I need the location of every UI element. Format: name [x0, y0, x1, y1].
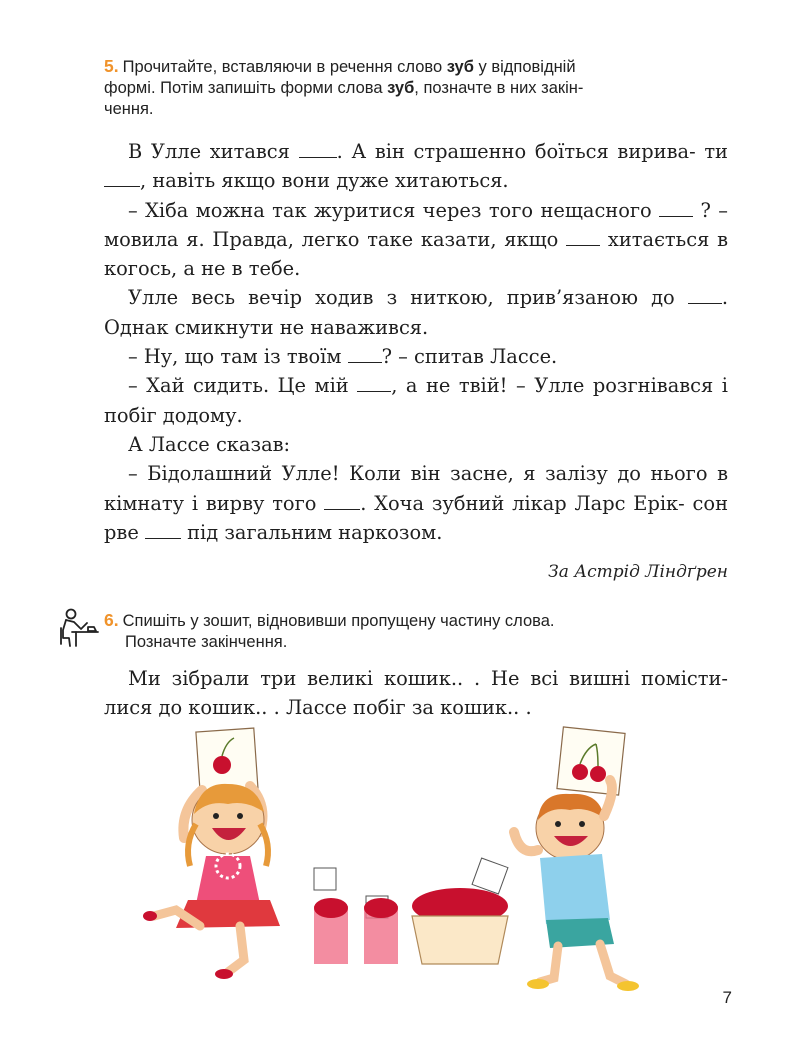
blank-line — [659, 215, 693, 217]
blank-line — [299, 156, 337, 158]
instruction-text: формі. Потім запишіть форми слова — [104, 79, 388, 97]
blank-line — [688, 302, 722, 304]
keyword: зуб — [446, 58, 474, 76]
girl-figure — [143, 728, 280, 979]
boy-figure — [514, 727, 639, 991]
blank-line — [145, 537, 181, 539]
task-5-instructions — [104, 56, 734, 120]
page-number: 7 — [722, 988, 732, 1007]
text: сон рве — [104, 491, 728, 544]
text: – Ну, що там із твоїм — [128, 345, 348, 369]
text: ? – мовила я. Правда, легко таке казати, якщо — [104, 198, 728, 251]
blank-line — [324, 508, 360, 510]
paragraph — [104, 430, 728, 459]
text: . А він страшенно боїться вирива- — [336, 140, 696, 163]
text: кімнату і вирву того — [104, 491, 325, 515]
text: – Бідолашний Улле! Коли він засне, я залізу до нього в — [128, 462, 728, 486]
blank-line — [348, 361, 382, 363]
text: під загальним наркозом. — [180, 520, 443, 544]
story-text — [104, 137, 728, 547]
text: ти — [704, 140, 728, 163]
paragraph — [104, 196, 728, 284]
text: , а не твій! – Улле розгнівався — [391, 374, 714, 398]
blank-line — [357, 390, 391, 392]
task-5-number: 5. — [104, 56, 119, 76]
paragraph — [104, 459, 728, 547]
text: і побіг додому. — [104, 374, 728, 427]
text: Улле весь вечір ходив з ниткою, прив’язаною до — [128, 286, 688, 310]
text: – Хіба можна так журитися через того нещасного — [128, 198, 652, 222]
instruction-text: чення. — [104, 100, 154, 118]
paragraph — [104, 371, 728, 430]
instruction-text: Спишіть у зошит, відновивши пропущену частину слова. — [122, 612, 555, 630]
blank-line — [104, 185, 140, 187]
paragraph — [104, 283, 728, 342]
text: Ми зібрали три великі кошик.. . Не всі вишні поміcти- — [128, 667, 728, 690]
paragraph — [104, 137, 728, 196]
text: . — [721, 286, 728, 310]
instruction-text: Позначте закінчення. — [125, 633, 288, 651]
text: А Лассе сказав: — [128, 432, 291, 456]
text: , навіть якщо вони дуже хитаються. — [140, 169, 509, 193]
blank-line — [566, 244, 600, 246]
text: хитається в когось, а не в тебе. — [104, 227, 729, 281]
text: В Улле хитався — [128, 140, 299, 163]
task-6-exercise — [104, 664, 728, 723]
text: . Хоча зубний лікар Ларс Ерік- — [360, 491, 685, 515]
cherry-cups — [314, 868, 398, 964]
paragraph — [104, 342, 728, 371]
instruction-text: Прочитайте, вставляючи в речення слово — [122, 58, 447, 76]
cherry-basket — [412, 858, 508, 964]
pencil-writing-icon — [58, 608, 100, 648]
task-6-number: 6. — [104, 610, 119, 630]
instruction-text: у відповідній — [473, 58, 576, 76]
children-cherries-illustration — [110, 720, 670, 1000]
text: ? – спитав Лассе. — [381, 345, 558, 369]
text: Однак смикнути не наважився. — [104, 315, 429, 339]
instruction-text: , позначте в них закін- — [414, 79, 584, 97]
task-6-instructions — [104, 610, 734, 653]
text: лися до кошик.. . Лассе побіг за кошик.. . — [104, 696, 532, 720]
text: – Хай сидить. Це мій — [128, 374, 358, 398]
keyword: зуб — [387, 79, 415, 97]
author-attribution: За Астрід Ліндґрен — [548, 562, 728, 582]
exercise-line — [104, 664, 728, 723]
